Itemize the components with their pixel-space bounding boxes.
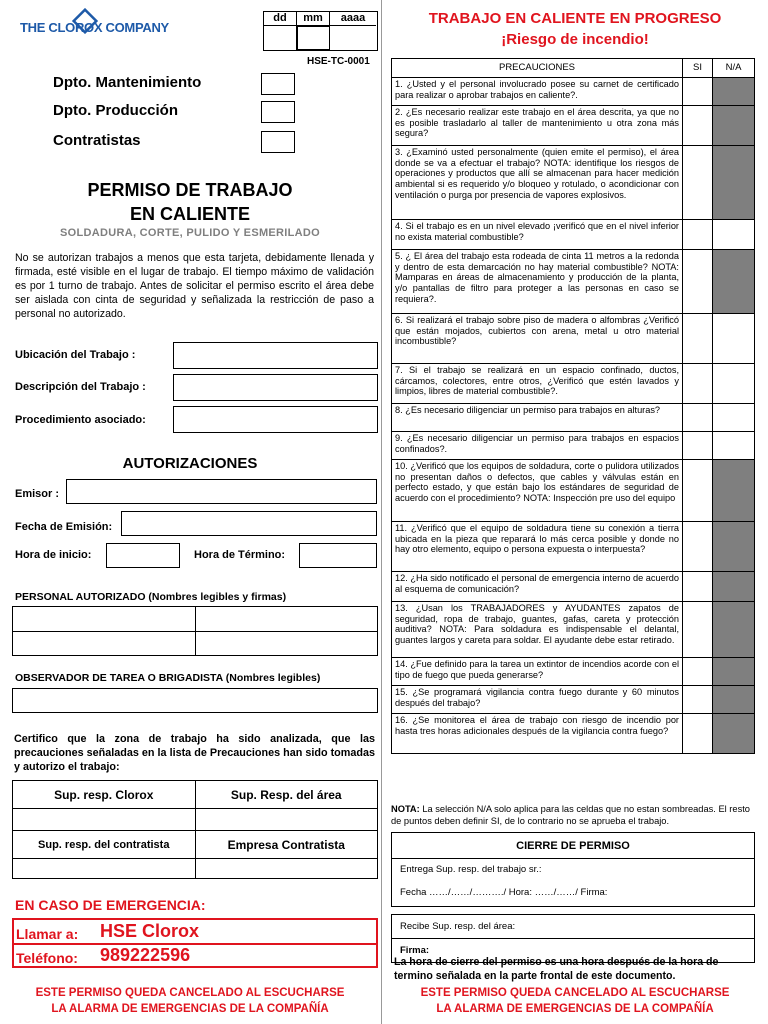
ubicacion-input[interactable] <box>173 342 378 369</box>
date-grid <box>263 11 378 51</box>
precaution-si-checkbox[interactable] <box>683 250 713 314</box>
emisor-input[interactable] <box>66 479 377 504</box>
precaution-text: 5. ¿ El área del trabajo esta rodeada de cinta 11 metros a la redonda y dentro de esta demarcación no hay material combustible? NOTA: Mamparas en áreas de almacenamiento y producción de la planta, y/o pantallas de filtro para proteger a las personas en caso se requiera?. <box>392 250 683 314</box>
precaution-text: 13. ¿Usan los TRABAJADORES y AYUDANTES zapatos de seguridad, ropa de trabajo, guantes, gafas, careta y protección auditiva? NOTA: Para soldadura es indispensable el delantal, guantes largos y careta para soldar. El ayudante debe estar retirado. <box>392 602 683 658</box>
empresa-contratista-signature[interactable] <box>195 859 378 879</box>
precaution-na-shaded <box>713 602 755 658</box>
dept-produccion-checkbox[interactable] <box>261 101 295 123</box>
precaution-text: 12. ¿Ha sido notificado el personal de emergencia interno de acuerdo al esquema de comunicación? <box>392 572 683 602</box>
precaution-row <box>392 250 755 314</box>
precaution-na-checkbox[interactable] <box>713 404 755 432</box>
precaution-text: 8. ¿Es necesario diligenciar un permiso para trabajos en alturas? <box>392 404 683 432</box>
cierre-entrega-cell[interactable] <box>392 859 755 907</box>
precaution-si-checkbox[interactable] <box>683 602 713 658</box>
precaution-text: 11. ¿Verificó que el equipo de soldadura tiene su conexión a tierra ubicada en la pieza que reparará lo más cerca posible y donde no hay otro elemento, equipo o persona expuesta o interpuesta? <box>392 522 683 572</box>
cierre-recibe-cell[interactable]: Recibe Sup. resp. del área: <box>392 915 755 939</box>
precaution-si-checkbox[interactable] <box>683 146 713 220</box>
precaution-row <box>392 314 755 364</box>
telefono-value: 989222596 <box>100 945 191 965</box>
cierre-title: CIERRE DE PERMISO <box>392 833 755 859</box>
precaution-na-checkbox[interactable] <box>713 314 755 364</box>
personal-cell[interactable] <box>13 632 196 656</box>
cancel-note-right-line1: ESTE PERMISO QUEDA CANCELADO AL ESCUCHARSE <box>420 987 730 999</box>
certifico-paragraph: Certifico que la zona de trabajo ha sido analizada, que las precauciones señaladas en la lista de Precauciones han sido tomadas y autorizo el trabajo: <box>14 733 375 773</box>
personal-autorizado-table <box>12 606 378 656</box>
emisor-label: Emisor : <box>15 488 60 500</box>
dept-mantenimiento-label: Dpto. Mantenimiento <box>53 74 202 91</box>
autorizaciones-heading: AUTORIZACIONES <box>122 455 258 472</box>
observador-label: OBSERVADOR DE TAREA O BRIGADISTA (Nombres legibles) <box>15 672 321 684</box>
precaution-row <box>392 658 755 686</box>
llamar-value: HSE Clorox <box>100 921 200 941</box>
col-na-header: N/A <box>713 59 755 78</box>
precaution-si-checkbox[interactable] <box>683 714 713 754</box>
precaution-si-checkbox[interactable] <box>683 460 713 522</box>
precaution-na-checkbox[interactable] <box>713 432 755 460</box>
procedimiento-label: Procedimiento asociado: <box>15 414 146 426</box>
precaution-row <box>392 572 755 602</box>
cierre-spacer <box>392 907 755 915</box>
dept-produccion-label: Dpto. Producción <box>53 102 178 119</box>
cancel-note-left-line2: LA ALARMA DE EMERGENCIAS DE LA COMPAÑÍA <box>51 1003 329 1015</box>
hora-termino-input[interactable] <box>299 543 377 568</box>
precaution-si-checkbox[interactable] <box>683 78 713 106</box>
precaution-si-checkbox[interactable] <box>683 220 713 250</box>
precaution-row <box>392 106 755 146</box>
precaution-na-shaded <box>713 146 755 220</box>
sup-clorox-signature[interactable] <box>13 809 196 831</box>
precautions-table <box>391 58 755 754</box>
personal-cell[interactable] <box>195 632 378 656</box>
personal-autorizado-label: PERSONAL AUTORIZADO (Nombres legibles y firmas) <box>15 591 287 603</box>
hora-inicio-label: Hora de inicio: <box>15 549 92 561</box>
cancel-note-right-line2: LA ALARMA DE EMERGENCIAS DE LA COMPAÑÍA <box>436 1003 714 1015</box>
telefono-label: Teléfono: <box>16 950 78 966</box>
precaution-na-shaded <box>713 78 755 106</box>
procedimiento-input[interactable] <box>173 406 378 433</box>
page-title-line1: PERMISO DE TRABAJO <box>87 180 293 200</box>
nota-body: La selección N/A solo aplica para las celdas que no estan sombreadas. El resto de puntos deben definir SI, de lo contrario no se aprueba el trabajo. <box>391 804 750 826</box>
logo-text: THE CLOROX COMPANY <box>20 20 169 35</box>
precaution-text: 10. ¿Verificó que los equipos de soldadura, corte o pulidora utilizados no presentan daños o defectos, que cables y válvulas están en perfecto estado, y que están bajo los estándares de seguridad de acuerdo con el procedimiento? NOTA: Inspección pre uso del equipo <box>392 460 683 522</box>
descripcion-label: Descripción del Trabajo : <box>15 381 146 393</box>
precaution-row <box>392 364 755 404</box>
precaution-si-checkbox[interactable] <box>683 106 713 146</box>
nota-text <box>391 803 761 827</box>
fecha-emision-label: Fecha de Emisión: <box>15 521 113 533</box>
closing-note: La hora de cierre del permiso es una hora después de la hora de termino señalada en la parte frontal de este documento. <box>394 956 719 982</box>
precaution-na-shaded <box>713 658 755 686</box>
cierre-fecha-line: Fecha ……/……/………./ Hora: ……/……/ Firma: <box>400 886 608 898</box>
precaution-text: 9. ¿Es necesario diligenciar un permiso para trabajos en espacios confinados?. <box>392 432 683 460</box>
cierre-entrega-label: Entrega Sup. resp. del trabajo sr.: <box>400 863 542 875</box>
right-title: TRABAJO EN CALIENTE EN PROGRESO <box>428 10 722 27</box>
precaution-si-checkbox[interactable] <box>683 658 713 686</box>
date-aaaa-field[interactable] <box>330 26 376 50</box>
precaution-row <box>392 146 755 220</box>
cancel-note-left-line1: ESTE PERMISO QUEDA CANCELADO AL ESCUCHARSE <box>35 987 345 999</box>
ubicacion-label: Ubicación del Trabajo : <box>15 349 136 361</box>
precaution-row <box>392 432 755 460</box>
date-aaaa-label: aaaa <box>330 12 376 26</box>
precaution-row <box>392 686 755 714</box>
precaution-text: 2. ¿Es necesario realizar este trabajo en el área descrita, ya que no es posible trasladarlo al taller de mantenimiento u otra zona más segura? <box>392 106 683 146</box>
precaution-text: 4. Si el trabajo es en un nivel elevado ¡verificó que en el nivel inferior no exista material combustible? <box>392 220 683 250</box>
llamar-label: Llamar a: <box>16 926 79 942</box>
intro-paragraph: No se autorizan trabajos a menos que esta tarjeta, debidamente llenada y firmada, esté visible en el lugar de trabajo. El tiempo máximo de validación es por 1 turno de trabajo. Antes de solicitar el permiso escrito el área debe ser aislada con cinta de seguridad y señalizada la restricción de paso a personal no autorizado. <box>15 252 374 320</box>
date-dd-label: dd <box>264 12 297 26</box>
date-mm-field[interactable] <box>297 26 330 50</box>
precaution-text: 1. ¿Usted y el personal involucrado posee su carnet de certificado para realizar o aprobar trabajos en caliente?. <box>392 78 683 106</box>
col-precauciones-header: PRECAUCIONES <box>392 59 683 78</box>
dept-mantenimiento-checkbox[interactable] <box>261 73 295 95</box>
observador-input[interactable] <box>12 688 378 713</box>
precaution-text: 6. Si realizará el trabajo sobre piso de madera o alfombras ¿Verificó que están mojados, cubiertos con arena, metal u otro material incombustible? <box>392 314 683 364</box>
dept-contratistas-checkbox[interactable] <box>261 131 295 153</box>
hora-inicio-input[interactable] <box>106 543 180 568</box>
precaution-na-shaded <box>713 106 755 146</box>
dept-contratistas-label: Contratistas <box>53 132 141 149</box>
emergency-heading: EN CASO DE EMERGENCIA: <box>15 897 206 913</box>
precaution-row <box>392 78 755 106</box>
fecha-emision-input[interactable] <box>121 511 377 536</box>
precaution-si-checkbox[interactable] <box>683 686 713 714</box>
precaution-text: 16. ¿Se monitorea el área de trabajo con riesgo de incendio por hasta tres horas adicionales después de la vigilancia contra fuego? <box>392 714 683 754</box>
emergency-box <box>12 918 378 968</box>
vertical-divider <box>381 0 382 1024</box>
sup-contratista-label: Sup. resp. del contratista <box>13 831 196 859</box>
precaution-text: 7. Si el trabajo se realizará en un espacio confinado, ductos, cárcamos, colectores, entre otros, ¿Verificó que estén lavados y limpios, libres de material combustible?. <box>392 364 683 404</box>
precaution-row <box>392 460 755 522</box>
precaution-row <box>392 404 755 432</box>
page-title-line2: EN CALIENTE <box>129 204 250 224</box>
precaution-si-checkbox[interactable] <box>683 432 713 460</box>
cierre-table <box>391 832 755 963</box>
personal-cell[interactable] <box>195 607 378 632</box>
sup-area-label: Sup. Resp. del área <box>195 781 378 809</box>
precaution-text: 15. ¿Se programará vigilancia contra fuego durante y 60 minutos después del trabajo? <box>392 686 683 714</box>
precaution-text: 3. ¿Examinó usted personalmente (quien emite el permiso), el área donde se va a efectuar el trabajo? NOTA: identifique los riesgos de operaciones y productos que allí se almacenan para hacer medición ambiental si es requerido y/o bloqueo y rotulado, o acondicionar con ventilación o purga por presencia de vapores explosivos. <box>392 146 683 220</box>
precaution-na-shaded <box>713 522 755 572</box>
right-subtitle: ¡Riesgo de incendio! <box>501 31 649 48</box>
empresa-contratista-label: Empresa Contratista <box>195 831 378 859</box>
nota-label: NOTA: <box>391 804 420 814</box>
precaution-na-shaded <box>713 686 755 714</box>
precaution-si-checkbox[interactable] <box>683 522 713 572</box>
date-mm-label: mm <box>297 12 330 26</box>
precaution-na-shaded <box>713 714 755 754</box>
cierre-firma-cell[interactable]: Firma: <box>392 939 755 963</box>
precaution-row <box>392 522 755 572</box>
signature-table <box>12 780 378 879</box>
precaution-na-shaded <box>713 460 755 522</box>
sup-contratista-signature[interactable] <box>13 859 196 879</box>
page-subtitle: SOLDADURA, CORTE, PULIDO Y ESMERILADO <box>59 227 321 239</box>
personal-cell[interactable] <box>13 607 196 632</box>
clorox-logo <box>20 8 180 48</box>
precaution-na-checkbox[interactable] <box>713 364 755 404</box>
precaution-na-checkbox[interactable] <box>713 220 755 250</box>
precaution-si-checkbox[interactable] <box>683 314 713 364</box>
precaution-si-checkbox[interactable] <box>683 572 713 602</box>
precaution-row <box>392 220 755 250</box>
precaution-na-shaded <box>713 250 755 314</box>
hora-termino-label: Hora de Término: <box>194 549 286 561</box>
date-dd-field[interactable] <box>264 26 297 50</box>
sup-clorox-label: Sup. resp. Clorox <box>13 781 196 809</box>
precaution-na-shaded <box>713 572 755 602</box>
col-si-header: SI <box>683 59 713 78</box>
precaution-row <box>392 714 755 754</box>
sup-area-signature[interactable] <box>195 809 378 831</box>
descripcion-input[interactable] <box>173 374 378 401</box>
precaution-row <box>392 602 755 658</box>
precaution-text: 14. ¿Fue definido para la tarea un extintor de incendios acorde con el tipo de fuego que pueda generarse? <box>392 658 683 686</box>
precaution-si-checkbox[interactable] <box>683 404 713 432</box>
precaution-si-checkbox[interactable] <box>683 364 713 404</box>
form-code: HSE-TC-0001 <box>307 56 370 67</box>
emergency-divider <box>14 943 376 945</box>
